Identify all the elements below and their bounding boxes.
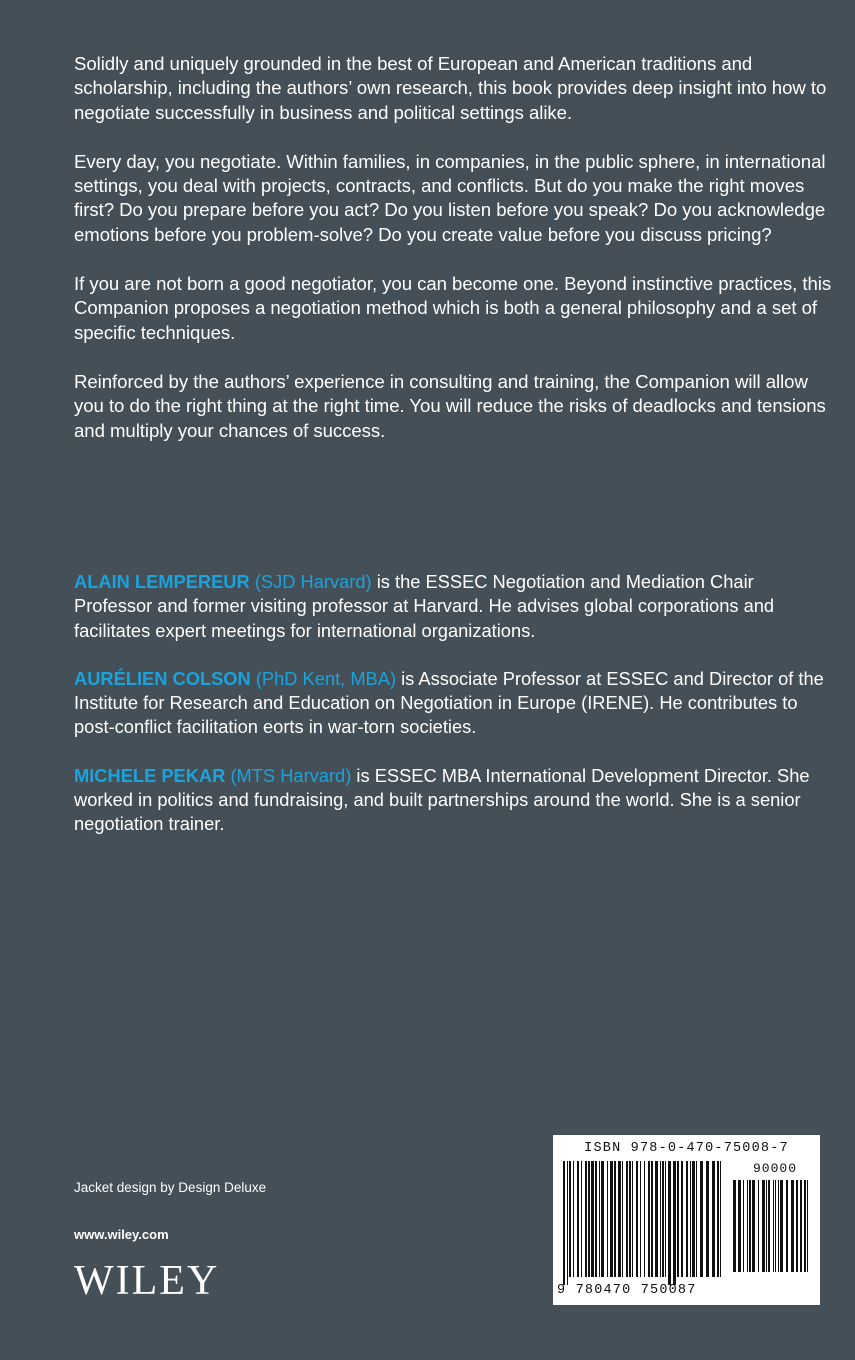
addon-barcode-bars (733, 1180, 813, 1280)
author-degree: (SJD Harvard) (254, 571, 372, 592)
barcode-bar (775, 1180, 776, 1272)
barcode-bar (563, 1161, 565, 1285)
barcode-bar (585, 1161, 587, 1277)
barcode-bar (690, 1161, 691, 1277)
barcode-bar (780, 1180, 783, 1272)
barcode-bar (717, 1161, 719, 1277)
publisher-website: www.wiley.com (74, 1227, 169, 1242)
barcode-bar (581, 1161, 582, 1277)
author-bio-text: is the ESSEC Negotiation and Mediation Chair Professor and former visiting professor at Harvard. He advises global corporations and facilitates expert meetings for international organizations. (74, 571, 775, 641)
author-bio-text: is Associate Professor at ESSEC and Director of the Institute for Research and Education on Negotiation in Europe (IRENE). He contributes to post-conflict facilitation eorts in war-torn societies. (74, 667, 824, 738)
barcode-bar (677, 1161, 679, 1277)
barcode-bar (696, 1161, 697, 1277)
author-bio-text: is ESSEC MBA International Development Director. She worked in politics and fundraising, and built partnerships around the world. She is a senior negotiation trainer. (74, 764, 810, 835)
barcode-bar (668, 1161, 671, 1285)
barcode-bar (747, 1180, 748, 1272)
barcode-bar (692, 1161, 695, 1277)
barcode-bar (800, 1180, 802, 1272)
barcode-bar (752, 1180, 755, 1272)
barcode-bar (618, 1161, 621, 1277)
barcode-bar (766, 1180, 767, 1272)
wiley-logo: WILEY (74, 1258, 220, 1304)
barcode-bar (778, 1180, 779, 1272)
barcode-bar (610, 1161, 613, 1277)
book-blurb (74, 52, 834, 468)
blurb-paragraph-1: Solidly and uniquely grounded in the best of European and American traditions and scholarship, including the authors’ own research, this book provides deep insight into how to negotiate successfully in business and political settings alike. (74, 53, 827, 123)
ean-barcode-bars (563, 1161, 723, 1285)
barcode-bar (629, 1161, 631, 1277)
author-bios (74, 570, 834, 861)
barcode-bar (712, 1161, 715, 1277)
author-degree: (MTS Harvard) (230, 764, 352, 786)
barcode-bar (640, 1161, 641, 1277)
barcode-bar (681, 1161, 683, 1277)
blurb-paragraph-4: Reinforced by the authors’ experience in consulting and training, the Companion will allow you to do the right thing at the right time. You will reduce the risks of deadlocks and tensions and multiply your chances of success. (74, 370, 826, 441)
barcode-bar (686, 1161, 688, 1277)
barcode-bar (644, 1161, 645, 1277)
blurb-paragraph-3: If you are not born a good negotiator, you can become one. Beyond instinctive practices, this Companion proposes a negotiation method which is both a general philosophy and a set of specific techniques. (74, 273, 832, 343)
barcode-bar (595, 1161, 597, 1277)
barcode-bar (768, 1180, 770, 1272)
barcode-bar (796, 1180, 798, 1272)
barcode-bar (651, 1161, 653, 1277)
barcode-bar (601, 1161, 604, 1277)
barcode-bar (706, 1161, 709, 1277)
ean-digits: 9 780470 750087 (557, 1283, 697, 1298)
author-bio-colson (74, 667, 834, 740)
barcode-bar (599, 1161, 600, 1277)
barcode-bar (738, 1180, 741, 1272)
jacket-design-credit: Jacket design by Design Deluxe (74, 1180, 267, 1195)
author-name: ALAIN LEMPEREUR (74, 571, 250, 592)
barcode-bar (591, 1161, 594, 1277)
barcode-bar (665, 1161, 666, 1277)
barcode-bar (807, 1180, 808, 1272)
isbn-barcode (553, 1135, 820, 1305)
barcode-bar (660, 1161, 661, 1277)
barcode-bar (569, 1161, 571, 1277)
barcode-bar (626, 1161, 628, 1277)
barcode-bar (762, 1180, 765, 1272)
barcode-bar (632, 1161, 633, 1277)
barcode-bar (700, 1161, 703, 1277)
barcode-bar (673, 1161, 676, 1285)
blurb-paragraph-2: Every day, you negotiate. Within families, in companies, in the public sphere, in international settings, you deal with projects, contracts, and conflicts. But do you make the right moves first? Do you prepare before you act? Do you listen before you speak? Do you acknowledge emotions before you problem-solve? Do you create value before you discuss pricing? (74, 150, 826, 245)
barcode-bar (804, 1180, 806, 1272)
author-bio-pekar (74, 764, 834, 837)
barcode-bar (791, 1180, 794, 1272)
barcode-bar (655, 1161, 658, 1277)
barcode-bar (588, 1161, 590, 1277)
barcode-bar (758, 1180, 759, 1272)
author-bio-lempereur (74, 570, 834, 643)
barcode-bar (720, 1161, 721, 1277)
barcode-bar (577, 1161, 579, 1277)
author-degree: (PhD Kent, MBA) (255, 667, 397, 689)
barcode-bar (567, 1161, 568, 1285)
author-name: AURÉLIEN COLSON (74, 667, 251, 689)
author-name: MICHELE PEKAR (74, 764, 226, 786)
barcode-bar (773, 1180, 774, 1272)
price-code: 90000 (753, 1161, 798, 1176)
barcode-bar (614, 1161, 616, 1277)
barcode-bar (622, 1161, 623, 1277)
barcode-bar (743, 1180, 744, 1272)
barcode-bar (607, 1161, 608, 1277)
barcode-bar (636, 1161, 638, 1277)
barcode-bar (786, 1180, 788, 1272)
barcode-bar (648, 1161, 650, 1277)
barcode-bar (749, 1180, 751, 1272)
barcode-bar (662, 1161, 664, 1277)
barcode-bar (573, 1161, 574, 1277)
isbn-label: ISBN 978-0-470-75008-7 (584, 1141, 789, 1156)
barcode-bar (733, 1180, 736, 1272)
